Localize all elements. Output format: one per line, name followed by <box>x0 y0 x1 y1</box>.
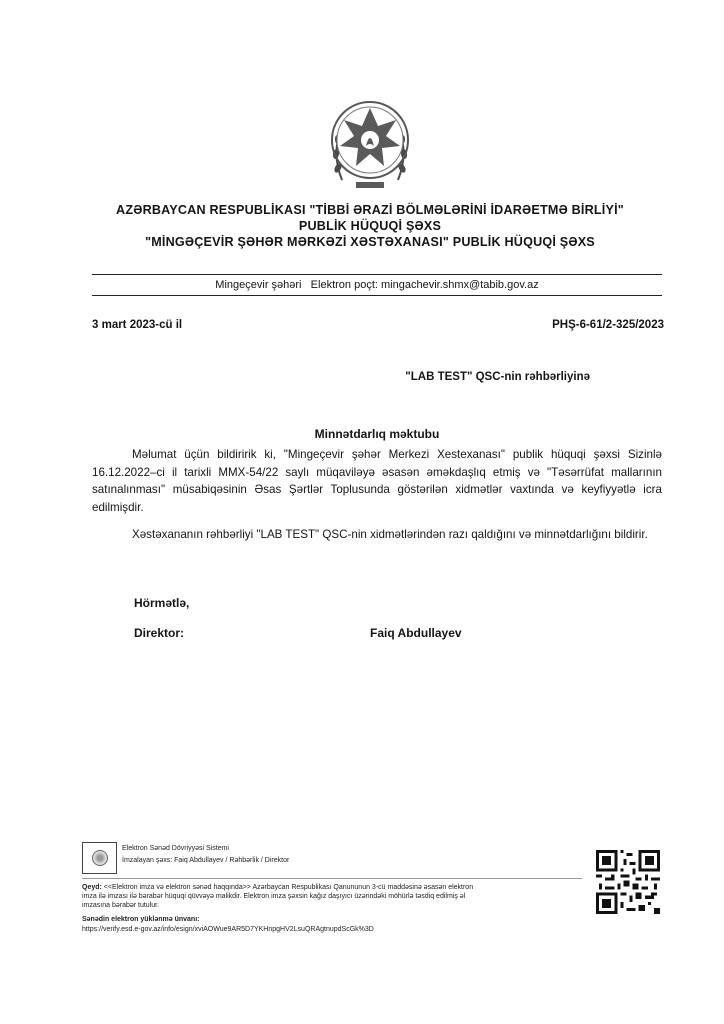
footer-system: Elektron Sənəd Dövriyyəsi Sistemi <box>122 845 229 852</box>
footer-signer: İmzalayan şəxs: Faiq Abdullayev / Rəhbərlik / Direktor <box>122 857 290 864</box>
email: mingachevir.shmx@tabib.gov.az <box>381 279 539 291</box>
seal-stamp-icon <box>82 842 117 874</box>
footer-note-label: Qeyd: <box>82 884 102 891</box>
email-label: Elektron poçt: <box>310 279 378 291</box>
esign-footer <box>82 838 662 948</box>
azerbaijan-coat-of-arms-icon <box>326 90 414 196</box>
org-header-line-3: "MİNGƏÇEVİR ŞƏHƏR MƏRKƏZİ XƏSTƏXANASI" PUBLİK HÜQUQİ ŞƏXS <box>145 235 595 249</box>
body-paragraph-2: Xəstəxananın rəhbərliyi "LAB TEST" QSC-nin xidmətlərindən razı qaldığını və minnətdarlığını bildirir. <box>132 528 648 541</box>
header-rule-bottom <box>92 295 662 296</box>
body-paragraph-1: Məlumat üçün bildiririk ki, "Mingeçevir şəhər Merkezi Xestexanası" publik hüquqi şəxsi Sizinlə 16.12.2022–ci il tarixli MMX-54/22 saylı müqaviləyə əsasən əməkdaşlıq etmiş və "Təsərrüfat mallarının satınalınması" müsabiqəsinin Əsas Şərtlər Toplusunda göstərilən xidmətlər vaxtında və keyfiyyətlə icra edilmişdir. <box>92 448 662 514</box>
org-header-line-1: AZƏRBAYCAN RESPUBLİKASI "TİBBİ ƏRAZİ BÖLMƏLƏRİNİ İDARƏETMƏ BİRLİYİ" <box>116 203 624 217</box>
footer-verify-label: Sənədin elektron yüklənmə ünvanı: <box>82 916 200 923</box>
footer-verify-url[interactable]: https://verify.esd.e-gov.az/info/esign/xviAOWue9AR5D7YKHnpgHV2LsuQRAgtnupdScGk%3D <box>82 926 374 933</box>
closing-regards: Hörmətlə, <box>134 596 190 610</box>
signatory-name: Faiq Abdullayev <box>370 626 462 640</box>
footer-note-text: <<Elektron imza və elektron sənəd haqqında>> Azərbaycan Respublikası Qanununun 3-cü maddəsinə əsasən elektron imza ilə imzası ilə bərabər hüquqi qüvvəyə malikdir. Elektron imza şəxsin kağız daşıyıcı üzərindəki möhürlə təsdiq edilmiş əl imzasına bərabər tutulur. <box>82 884 474 909</box>
addressee: "LAB TEST" QSC-nin rəhbərliyinə <box>405 371 590 383</box>
reference-number: PHŞ-6-61/2-325/2023 <box>552 319 664 331</box>
header-rule-top <box>92 274 662 275</box>
signatory-title: Direktor: <box>134 626 185 640</box>
city: Mingeçevir şəhəri <box>215 279 302 291</box>
org-header-line-2: PUBLİK HÜQUQİ ŞƏXS <box>298 219 442 233</box>
letter-subject: Minnətdarlıq məktubu <box>314 427 440 441</box>
footer-note <box>82 883 482 910</box>
qr-code-icon <box>596 850 660 914</box>
footer-divider <box>82 878 582 879</box>
contact-line <box>92 279 662 291</box>
letter-date: 3 mart 2023-cü il <box>92 319 183 331</box>
